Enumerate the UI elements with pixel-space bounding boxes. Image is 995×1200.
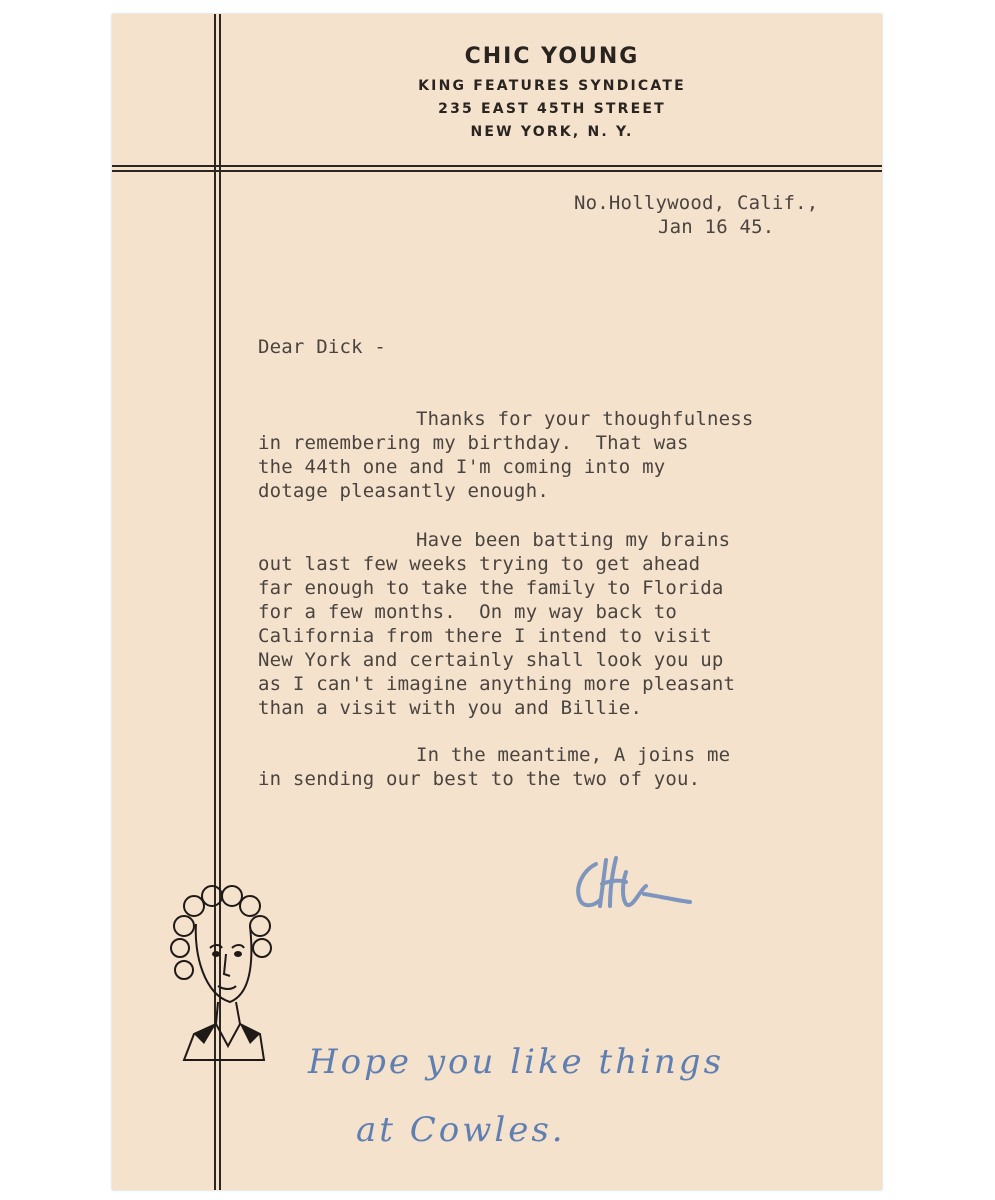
body-line: out last few weeks trying to get ahead xyxy=(258,553,701,575)
postscript-line-2: at Cowles. xyxy=(356,1110,566,1150)
handwritten-signature xyxy=(566,850,706,930)
header-rule-top xyxy=(112,165,882,167)
date-line: Jan 16 45. xyxy=(658,216,775,238)
body-line: in sending our best to the two of you. xyxy=(258,768,701,790)
body-line: New York and certainly shall look you up xyxy=(258,649,724,671)
letterhead-name: CHIC YOUNG xyxy=(464,44,640,69)
letterhead xyxy=(212,44,892,144)
body-line: In the meantime, A joins me xyxy=(416,744,731,766)
letterhead-company: KING FEATURES SYNDICATE xyxy=(418,78,686,94)
body-line: Thanks for your thoughfulness xyxy=(416,408,754,430)
body-line: in remembering my birthday. That was xyxy=(258,432,689,454)
body-line: far enough to take the family to Florida xyxy=(258,577,724,599)
body-line: than a visit with you and Billie. xyxy=(258,697,643,719)
letterhead-city: NEW YORK, N. Y. xyxy=(470,124,634,140)
letterhead-street: 235 EAST 45TH STREET xyxy=(438,101,666,117)
body-line: Have been batting my brains xyxy=(416,529,731,551)
header-rule-bottom xyxy=(112,170,882,172)
portrait-illustration-icon xyxy=(164,884,274,1074)
body-line: dotage pleasantly enough. xyxy=(258,480,549,502)
body-line: as I can't imagine anything more pleasant xyxy=(258,673,736,695)
postscript-line-1: Hope you like things xyxy=(308,1042,725,1082)
body-line: California from there I intend to visit xyxy=(258,625,712,647)
body-line: for a few months. On my way back to xyxy=(258,601,678,623)
salutation: Dear Dick - xyxy=(258,336,387,358)
letter-sheet xyxy=(112,14,882,1190)
body-line: the 44th one and I'm coming into my xyxy=(258,456,666,478)
place-line: No.Hollywood, Calif., xyxy=(574,192,819,214)
